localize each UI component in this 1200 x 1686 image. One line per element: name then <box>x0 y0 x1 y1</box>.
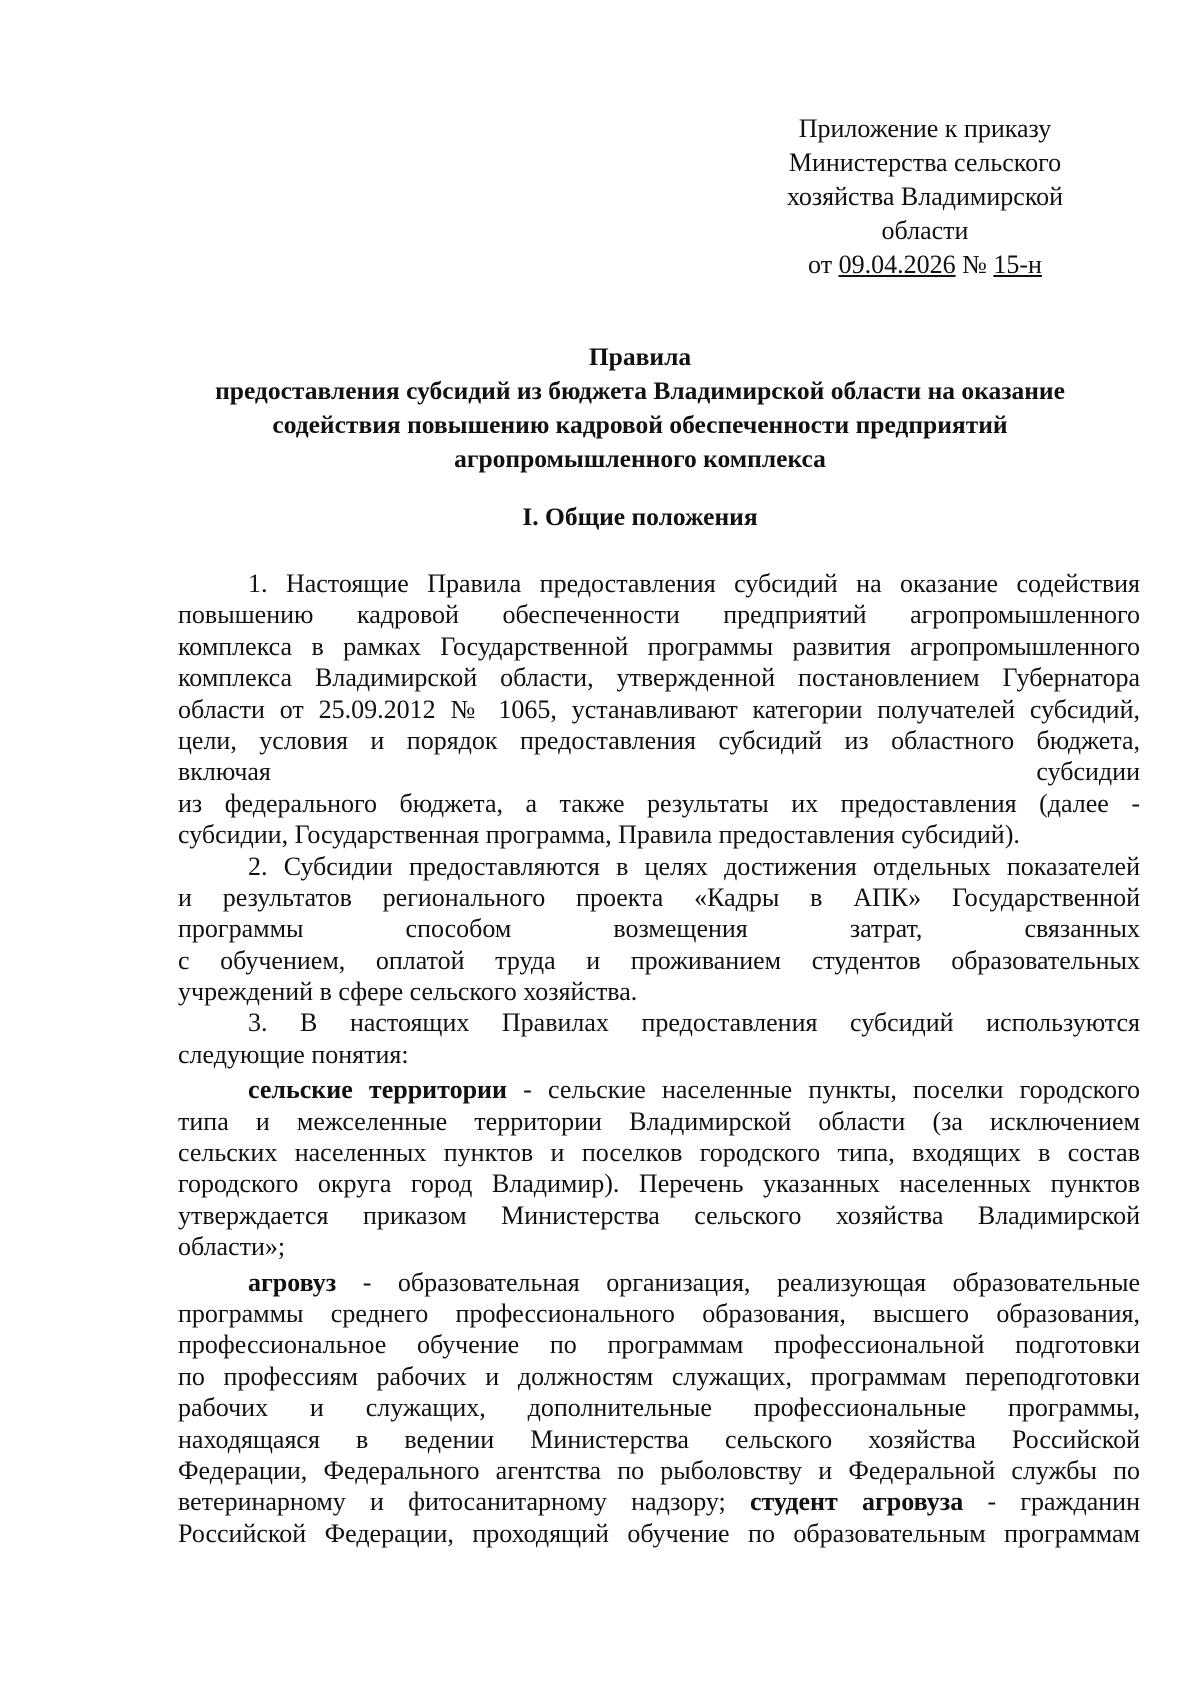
appendix-line: Министерства сельского <box>788 148 1062 177</box>
title-line: Правила <box>588 342 692 371</box>
document-body <box>178 568 1140 1549</box>
text-line: городского округа город Владимир). Перечень указанных населенных пунктов <box>178 1169 1140 1199</box>
text-line: Федерации, Федерального агентства по рыболовству и Федеральной службы по <box>178 1455 1140 1485</box>
text-line: утверждается приказом Министерства сельского хозяйства Владимирской <box>178 1200 1140 1230</box>
text-line: программы способом возмещения затрат, связанных <box>178 914 1140 944</box>
text-line: 1. Настоящие Правила предоставления субсидий на оказание содействия <box>248 569 1140 598</box>
title-line: предоставления субсидий из бюджета Владимирской области на оказание <box>215 376 1065 405</box>
section-heading: I. Общие положения <box>522 502 758 531</box>
text-line: 2. Субсидии предоставляются в целях достижения отдельных показателей <box>248 851 1140 881</box>
text-line: включая субсидии <box>178 757 1140 787</box>
term-rural-territories: сельские территории <box>248 1075 507 1105</box>
text-line: учреждений в сфере сельского хозяйства. <box>178 977 638 1007</box>
appendix-line: области <box>881 216 969 245</box>
text-line: из федерального бюджета, а также результаты их предоставления (далее - <box>178 788 1140 818</box>
text-line: программы среднего профессионального образования, высшего образования, <box>178 1298 1140 1328</box>
text-line: с обучением, оплатой труда и проживанием студентов образовательных <box>178 945 1140 975</box>
appendix-date-line <box>760 248 1090 282</box>
appendix-line: Приложение к приказу <box>798 114 1052 143</box>
term-student-agrovuz: студент агровуза <box>750 1487 964 1517</box>
text-line: области от 25.09.2012 № 1065, устанавливают категории получателей субсидий, <box>178 694 1140 724</box>
text-line: повышению кадровой обеспеченности предприятий агропромышленного <box>178 600 1140 630</box>
order-date: 09.04.2026 <box>838 250 956 279</box>
order-number: 15-н <box>993 250 1042 279</box>
text-line: агровуз - образовательная организация, реализующая образовательные <box>248 1267 1140 1297</box>
number-prefix: № <box>962 250 987 279</box>
text-line: комплекса Владимирской области, утвержденной постановлением Губернатора <box>178 663 1140 693</box>
text-line: типа и межселенные территории Владимирской области (за исключением <box>178 1106 1140 1136</box>
text-line: цели, условия и порядок предоставления субсидий из областного бюджета, <box>178 725 1140 755</box>
document-title <box>140 340 1140 476</box>
text-line: Российской Федерации, проходящий обучение по образовательным программам <box>178 1518 1140 1548</box>
text-line: области»; <box>178 1232 286 1262</box>
text-line: ветеринарному и фитосанитарному надзору; студент агровуза - гражданин <box>178 1487 1140 1517</box>
text-line: комплекса в рамках Государственной программы развития агропромышленного <box>178 631 1140 661</box>
text-line: профессиональное обучение по программам профессиональной подготовки <box>178 1330 1140 1360</box>
text-line: рабочих и служащих, дополнительные профессиональные программы, <box>178 1393 1140 1423</box>
title-line: содействия повышению кадровой обеспеченности предприятий <box>272 410 1008 439</box>
text-line: и результатов регионального проекта «Кадры в АПК» Государственной <box>178 882 1140 912</box>
date-prefix: от <box>808 250 833 279</box>
text-line: 3. В настоящих Правилах предоставления субсидий используются <box>248 1008 1140 1038</box>
text-line: субсидии, Государственная программа, Правила предоставления субсидий). <box>178 820 1020 850</box>
text-line: сельские территории - сельские населенные пункты, поселки городского <box>248 1075 1140 1105</box>
text-line: по профессиям рабочих и должностям служащих, программам переподготовки <box>178 1361 1140 1391</box>
text-line: следующие понятия: <box>178 1039 409 1069</box>
term-agrovuz: агровуз <box>248 1267 337 1297</box>
appendix-line: хозяйства Владимирской <box>786 182 1064 211</box>
text-line: сельских населенных пунктов и поселков городского типа, входящих в состав <box>178 1138 1140 1168</box>
appendix-block <box>760 112 1090 282</box>
text-line: находящаяся в ведении Министерства сельского хозяйства Российской <box>178 1424 1140 1454</box>
title-line: агропромышленного комплекса <box>454 444 826 473</box>
